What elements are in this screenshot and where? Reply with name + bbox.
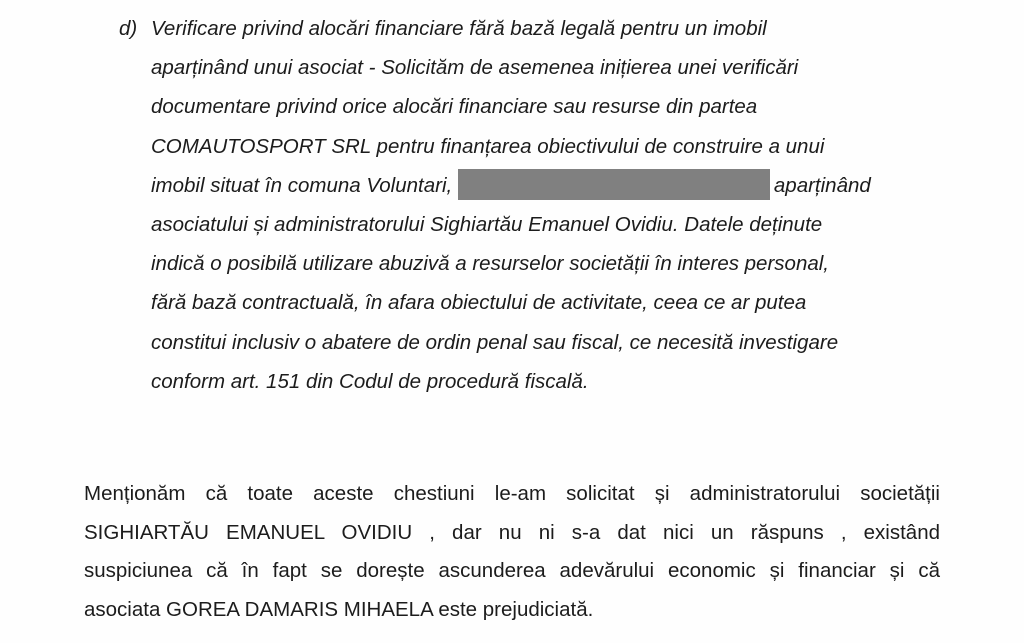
list-item-marker: d) [119,17,138,40]
text-line: documentare privind orice alocări financiare sau resurse din partea [151,95,758,119]
text-line: Menționăm că toate aceste chestiuni le-am solicitat și administratorului societății [84,482,940,505]
text-line: Verificare privind alocări financiare fără bază legală pentru un imobil [151,17,767,40]
text-line: SIGHIARTĂU EMANUEL OVIDIU , dar nu ni s-a dat nici un răspuns , existând [84,520,940,544]
list-item-d-text [151,9,931,401]
text-line-with-redaction [151,166,931,205]
text-line: fără bază contractuală, în afara obiectului de activitate, ceea ce ar putea [151,291,807,315]
text-line: asociata GOREA DAMARIS MIHAELA este prejudiciată. [84,597,594,621]
text-line: aparținând unui asociat - Solicităm de asemenea inițierea unei verificări [151,56,799,80]
text-line: conform art. 151 din Codul de procedură fiscală. [151,369,589,393]
closing-paragraph [84,475,940,629]
text-line: indică o posibilă utilizare abuzivă a resurselor societății în interes personal, [151,252,829,276]
text-line: asociatului și administratorului Sighiartău Emanuel Ovidiu. Datele deținute [151,213,823,237]
text-fragment: imobil situat în comuna Voluntari, [151,173,453,197]
text-line: COMAUTOSPORT SRL pentru finanțarea obiectivului de construire a unui [151,134,825,158]
text-line: constitui inclusiv o abatere de ordin penal sau fiscal, ce necesită investigare [151,330,839,354]
redaction-box [458,169,770,200]
text-fragment: aparținând [773,173,871,197]
text-line: suspiciunea că în fapt se dorește ascunderea adevărului economic și financiar și că [84,559,940,583]
